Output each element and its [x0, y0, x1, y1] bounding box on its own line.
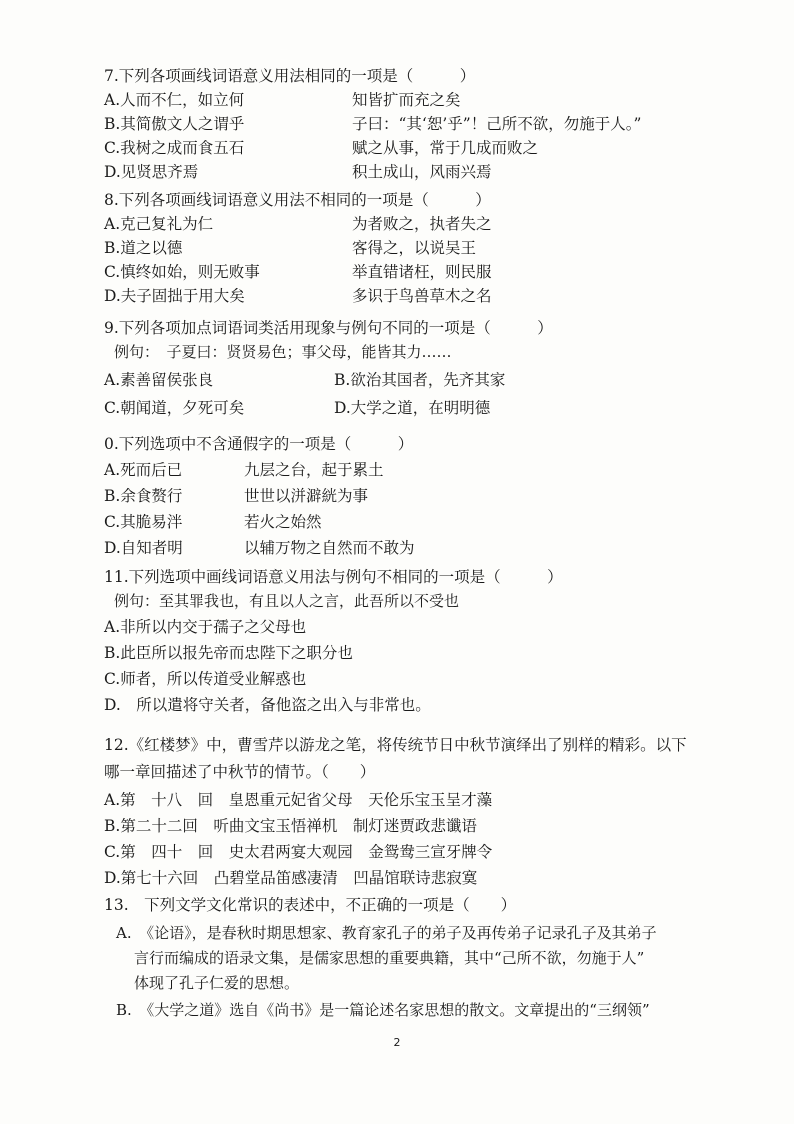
question-9-row-2[interactable]: C.朝闻道，夕死可矣 D.大学之道，在明明德: [104, 399, 491, 417]
question-11-option-c[interactable]: C.师者，所以传道受业解惑也: [104, 670, 307, 688]
question-8-option-a[interactable]: A.克己复礼为仁 为者败之，执者失之: [104, 215, 492, 233]
question-9-row-1[interactable]: A.素善留侯张良 B.欲治其国者，先齐其家: [104, 371, 506, 389]
question-13: [104, 893, 764, 1023]
question-9-stem: 9.下列各项加点词语词类活用现象与例句不同的一项是（ ）: [104, 319, 553, 337]
question-13-option-a-line-3: 体现了孔子仁爱的思想。: [134, 974, 300, 992]
question-10-option-c[interactable]: C.其脆易泮 若火之始然: [104, 513, 322, 531]
question-13-stem: 13. 下列文学文化常识的表述中，不正确的一项是（ ）: [104, 896, 517, 914]
question-11-option-b[interactable]: B.此臣所以报先帝而忠陛下之职分也: [104, 644, 353, 662]
question-12-stem-line-2: 哪一章回描述了中秋节的情节。（ ）: [104, 763, 376, 781]
question-7-option-b[interactable]: B.其简傲文人之谓乎 子曰：“其‘恕’乎”！己所不欲，勿施于人。”: [104, 115, 642, 133]
page-number: 2: [393, 1036, 401, 1049]
question-10-option-d[interactable]: D.自知者明 以辅万物之自然而不敢为: [104, 539, 415, 557]
question-7: [104, 64, 744, 184]
question-11-option-d[interactable]: D. 所以遣将守关者，备他盗之出入与非常也。: [104, 696, 431, 714]
question-12: [104, 733, 764, 890]
question-10: [104, 432, 744, 560]
question-10-option-a[interactable]: A.死而后已 九层之台，起于累土: [104, 461, 384, 479]
question-12-option-a[interactable]: A.第 十八 回 皇恩重元妃省父母 天伦乐宝玉呈才藻: [104, 791, 493, 809]
question-13-option-b[interactable]: [104, 998, 764, 1023]
question-8-option-d[interactable]: D.夫子固拙于用大矣 多识于鸟兽草木之名: [104, 287, 492, 305]
question-7-option-c[interactable]: C.我树之成而食五石 赋之从事，常于几成而败之: [104, 139, 539, 157]
question-10-option-b[interactable]: B.余食赘行 世世以洴澼絖为事: [104, 487, 369, 505]
question-11-stem: 11.下列选项中画线词语意义用法与例句不相同的一项是（ ）: [104, 568, 563, 586]
question-7-option-d[interactable]: D.见贤思齐焉 积土成山，风雨兴焉: [104, 163, 492, 181]
question-11-option-a[interactable]: A.非所以内交于孺子之父母也: [104, 618, 307, 636]
question-11: [104, 565, 744, 717]
question-12-stem-line-1: 12.《红楼梦》中，曹雪芹以游龙之笔，将传统节日中秋节演绎出了别样的精彩。以下: [104, 736, 687, 754]
question-13-option-a-line-2: 言行而编成的语录文集，是儒家思想的重要典籍，其中“己所不欲，勿施于人”: [134, 949, 645, 967]
question-10-stem: 0.下列选项中不含通假字的一项是（ ）: [104, 435, 414, 453]
question-9: [104, 316, 744, 420]
question-12-option-c[interactable]: C.第 四十 回 史太君两宴大观园 金鸳鸯三宣牙牌令: [104, 843, 493, 861]
question-7-option-a[interactable]: A.人而不仁，如立何 知皆扩而充之矣: [104, 91, 461, 109]
question-13-option-b-line-1: B. 《大学之道》选自《尚书》是一篇论述名家思想的散文。文章提出的“三纲领”: [116, 1001, 650, 1019]
question-8-option-b[interactable]: B.道之以德 客得之，以说吴王: [104, 239, 477, 257]
question-7-stem: 7.下列各项画线词语意义用法相同的一项是（ ）: [104, 67, 476, 85]
question-9-example: 例句： 子夏曰：贤贤易色；事父母，能皆其力……: [114, 343, 452, 361]
question-12-option-b[interactable]: B.第二十二回 听曲文宝玉悟禅机 制灯迷贾政悲谶语: [104, 817, 477, 835]
question-11-example: 例句：至其罪我也，有且以人之言，此吾所以不受也: [114, 592, 460, 610]
question-8-option-c[interactable]: C.慎终如始，则无败事 举直错诸枉，则民服: [104, 263, 492, 281]
question-8-stem: 8.下列各项画线词语意义用法不相同的一项是（ ）: [104, 191, 491, 209]
question-8: [104, 188, 744, 308]
question-13-option-a-line-1: A. 《论语》，是春秋时期思想家、教育家孔子的弟子及再传弟子记录孔子及其弟子: [116, 924, 657, 942]
question-12-option-d[interactable]: D.第七十六回 凸碧堂品笛感凄清 凹晶馆联诗悲寂寞: [104, 869, 478, 887]
question-13-option-a[interactable]: [104, 921, 764, 996]
